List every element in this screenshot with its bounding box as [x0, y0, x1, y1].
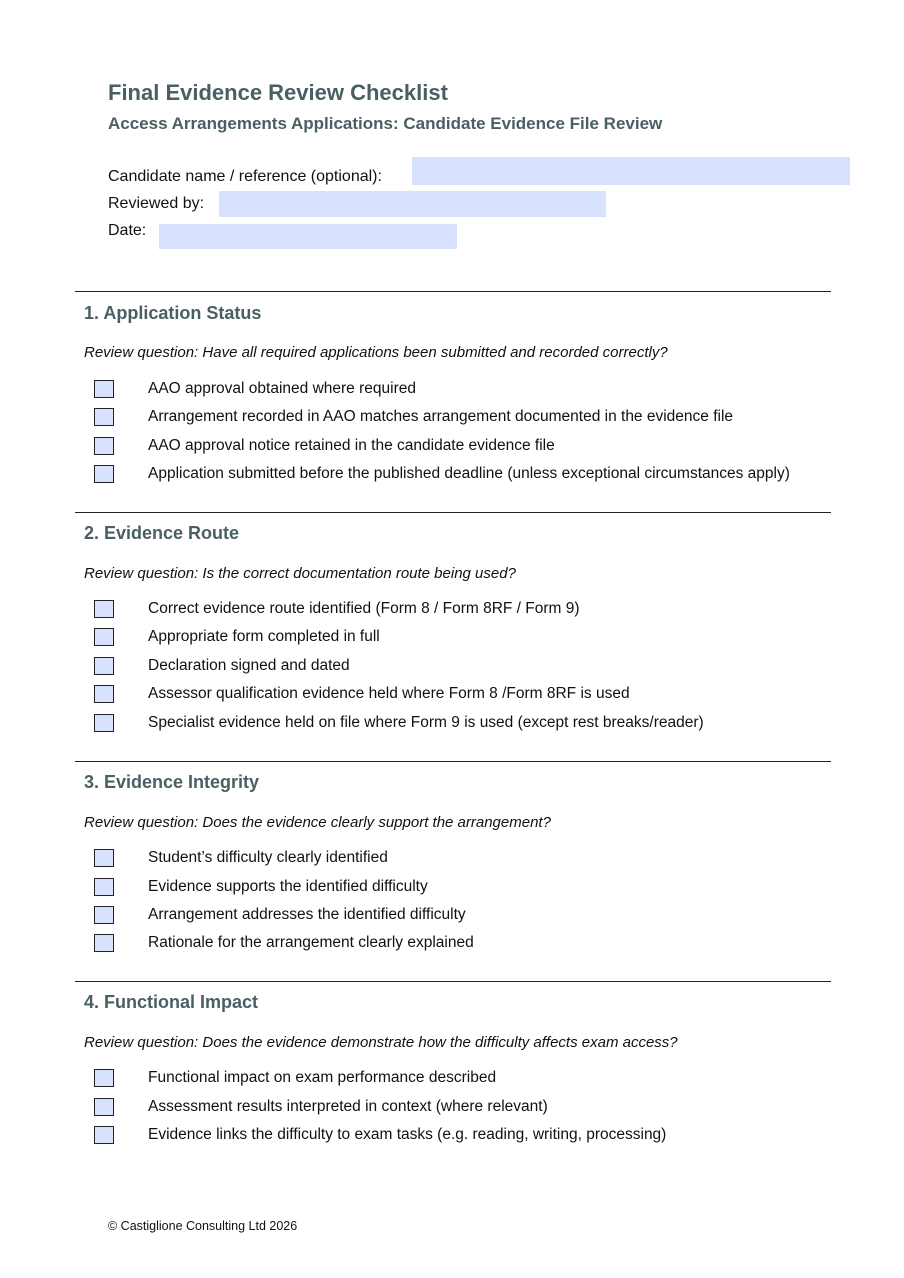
footer-copyright: © Castiglione Consulting Ltd 2026	[108, 1219, 298, 1233]
date-input[interactable]	[159, 224, 457, 249]
date-label: Date:	[108, 222, 147, 239]
checkbox[interactable]	[94, 1098, 114, 1116]
section-divider	[75, 291, 831, 292]
checkbox[interactable]	[94, 600, 114, 618]
checklist-item-label: Declaration signed and dated	[148, 657, 350, 674]
candidate-input[interactable]	[412, 157, 850, 185]
section-heading-application-status: 1. Application Status	[84, 303, 262, 323]
checklist-item-label: Arrangement addresses the identified difficulty	[148, 906, 466, 923]
checklist-item-label: Appropriate form completed in full	[148, 628, 380, 645]
checklist-item-label: AAO approval notice retained in the candidate evidence file	[148, 437, 555, 454]
checkbox[interactable]	[94, 934, 114, 952]
section-question: Review question: Have all required applications been submitted and recorded correctly?	[84, 344, 668, 361]
section-question: Review question: Does the evidence clearly support the arrangement?	[84, 814, 551, 831]
checklist-item-label: Assessor qualification evidence held where Form 8 /Form 8RF is used	[148, 685, 630, 702]
checklist-item-label: Evidence links the difficulty to exam tasks (e.g. reading, writing, processing)	[148, 1126, 667, 1143]
checkbox[interactable]	[94, 685, 114, 703]
checkbox[interactable]	[94, 657, 114, 675]
checklist-item-label: Rationale for the arrangement clearly explained	[148, 934, 474, 951]
section-heading-evidence-route: 2. Evidence Route	[84, 523, 240, 543]
checkbox[interactable]	[94, 1126, 114, 1144]
checklist-item-label: AAO approval obtained where required	[148, 380, 416, 397]
checkbox[interactable]	[94, 380, 114, 398]
section-heading-functional-impact: 4. Functional Impact	[84, 992, 259, 1012]
checklist-item-label: Student’s difficulty clearly identified	[148, 849, 388, 866]
reviewed-by-label: Reviewed by:	[108, 195, 205, 212]
checkbox[interactable]	[94, 714, 114, 732]
checkbox[interactable]	[94, 628, 114, 646]
document-subtitle: Access Arrangements Applications: Candidate Evidence File Review	[108, 114, 663, 133]
checklist-item-label: Correct evidence route identified (Form 8 / Form 8RF / Form 9)	[148, 600, 580, 617]
section-heading-evidence-integrity: 3. Evidence Integrity	[84, 772, 260, 792]
checklist-item-label: Functional impact on exam performance described	[148, 1069, 497, 1086]
section-question: Review question: Is the correct documentation route being used?	[84, 565, 516, 582]
checkbox[interactable]	[94, 465, 114, 483]
checkbox[interactable]	[94, 906, 114, 924]
document-title: Final Evidence Review Checklist	[108, 80, 448, 105]
section-question: Review question: Does the evidence demonstrate how the difficulty affects exam access?	[84, 1034, 678, 1051]
section-divider	[75, 981, 831, 982]
section-divider	[75, 512, 831, 513]
checkbox[interactable]	[94, 849, 114, 867]
reviewed-by-input[interactable]	[219, 191, 606, 217]
checklist-item-label: Arrangement recorded in AAO matches arrangement documented in the evidence file	[148, 408, 734, 425]
checkbox[interactable]	[94, 1069, 114, 1087]
checkbox[interactable]	[94, 437, 114, 455]
checklist-item-label: Application submitted before the published deadline (unless exceptional circumstances apply)	[148, 465, 790, 482]
checklist-item-label: Assessment results interpreted in context (where relevant)	[148, 1098, 548, 1115]
checklist-item-label: Evidence supports the identified difficulty	[148, 878, 428, 895]
checklist-item-label: Specialist evidence held on file where Form 9 is used (except rest breaks/reader)	[148, 714, 704, 731]
checkbox[interactable]	[94, 408, 114, 426]
candidate-label: Candidate name / reference (optional):	[108, 168, 382, 185]
section-divider	[75, 761, 831, 762]
checkbox[interactable]	[94, 878, 114, 896]
